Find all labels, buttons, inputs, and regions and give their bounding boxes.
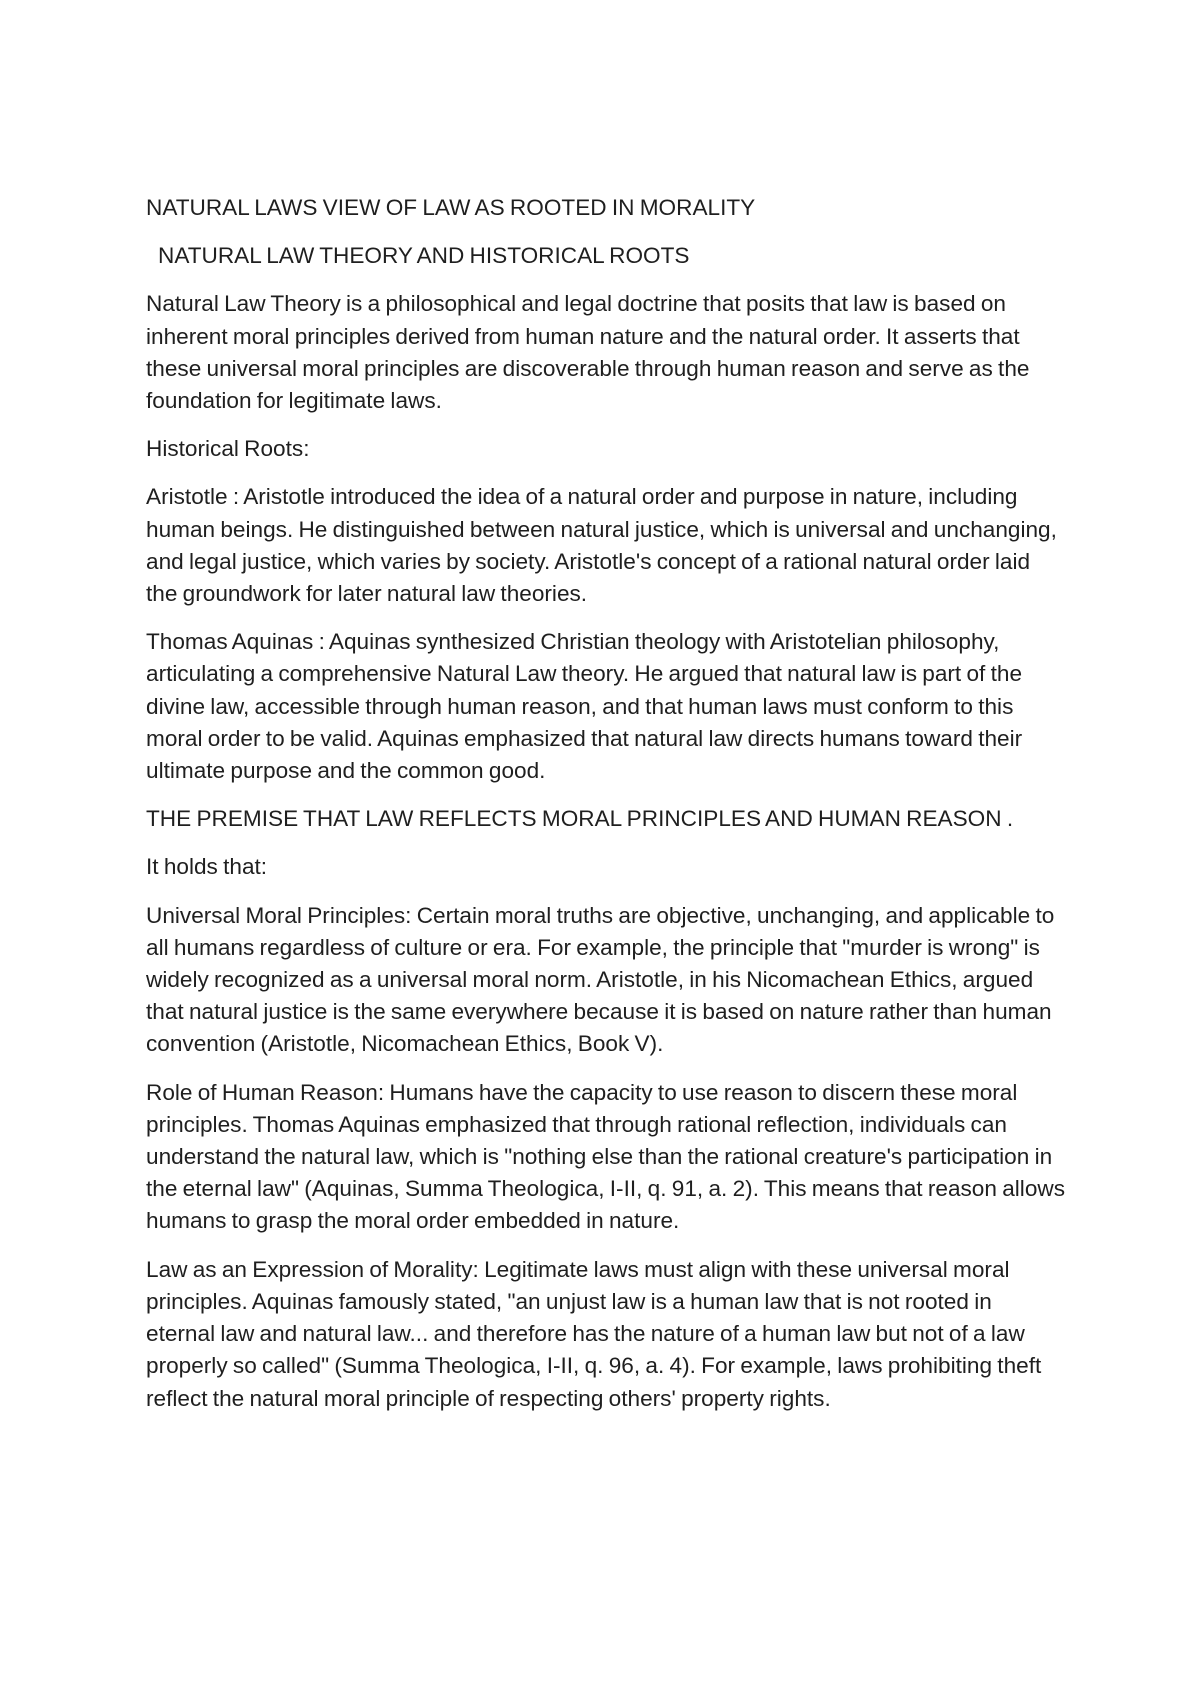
universal-principles-paragraph: Universal Moral Principles: Certain moral truths are objective, unchanging, and applicable to all humans regardless of culture or era. For example, the principle that "murder is wrong" is widely recognized as a universal moral norm. Aristotle, in his Nicomachean Ethics, argued that natural justice is the same everywhere because it is based on nature rather than human convention (Aristotle, Nicomachean Ethics, Book V). [146,902,1055,1057]
document-title: NATURAL LAWS VIEW OF LAW AS ROOTED IN MORALITY [146,195,756,220]
role-of-reason-paragraph: Role of Human Reason: Humans have the capacity to use reason to discern these moral principles. Thomas Aquinas emphasized that through rational reflection, individuals can understand the natural law, which is "nothing else than the rational creature's participation in the eternal law" (Aquinas, Summa Theologica, I-II, q. 91, a. 2). This means that reason allows humans to grasp the moral order embedded in nature. [146,1079,1065,1234]
holds-that-paragraph: It holds that: [146,854,268,880]
section-heading-historical: NATURAL LAW THEORY AND HISTORICAL ROOTS [158,243,690,269]
law-as-expression-paragraph: Law as an Expression of Morality: Legitimate laws must align with these universal moral principles. Aquinas famously stated, "an unjust law is a human law that is not rooted in eternal law and natural law... and therefore has the nature of a human law but not of a law properly so called" (Summa Theologica, I-II, q. 96, a. 4). For example, laws prohibiting theft reflect the natural moral principle of respecting others' property rights. [146,1256,1042,1411]
aristotle-paragraph: Aristotle : Aristotle introduced the idea of a natural order and purpose in nature, including human beings. He distinguished between natural justice, which is universal and unchanging, and legal justice, which varies by society. Aristotle's concept of a rational natural order laid the groundwork for later natural law theories. [146,484,1057,607]
premise-heading: THE PREMISE THAT LAW REFLECTS MORAL PRINCIPLES AND HUMAN REASON . [146,806,1014,832]
intro-paragraph: Natural Law Theory is a philosophical and legal doctrine that posits that law is based on inherent moral principles derived from human nature and the natural order. It asserts that these universal moral principles are discoverable through human reason and serve as the foundation for legitimate laws. [146,291,1030,414]
aquinas-paragraph: Thomas Aquinas : Aquinas synthesized Christian theology with Aristotelian philosophy, articulating a comprehensive Natural Law theory. He argued that natural law is part of the divine law, accessible through human reason, and that human laws must conform to this moral order to be valid. Aquinas emphasized that natural law directs humans toward their ultimate purpose and the common good. [146,629,1023,784]
historical-roots-label: Historical Roots: [146,436,310,462]
document-body [146,192,1066,1431]
